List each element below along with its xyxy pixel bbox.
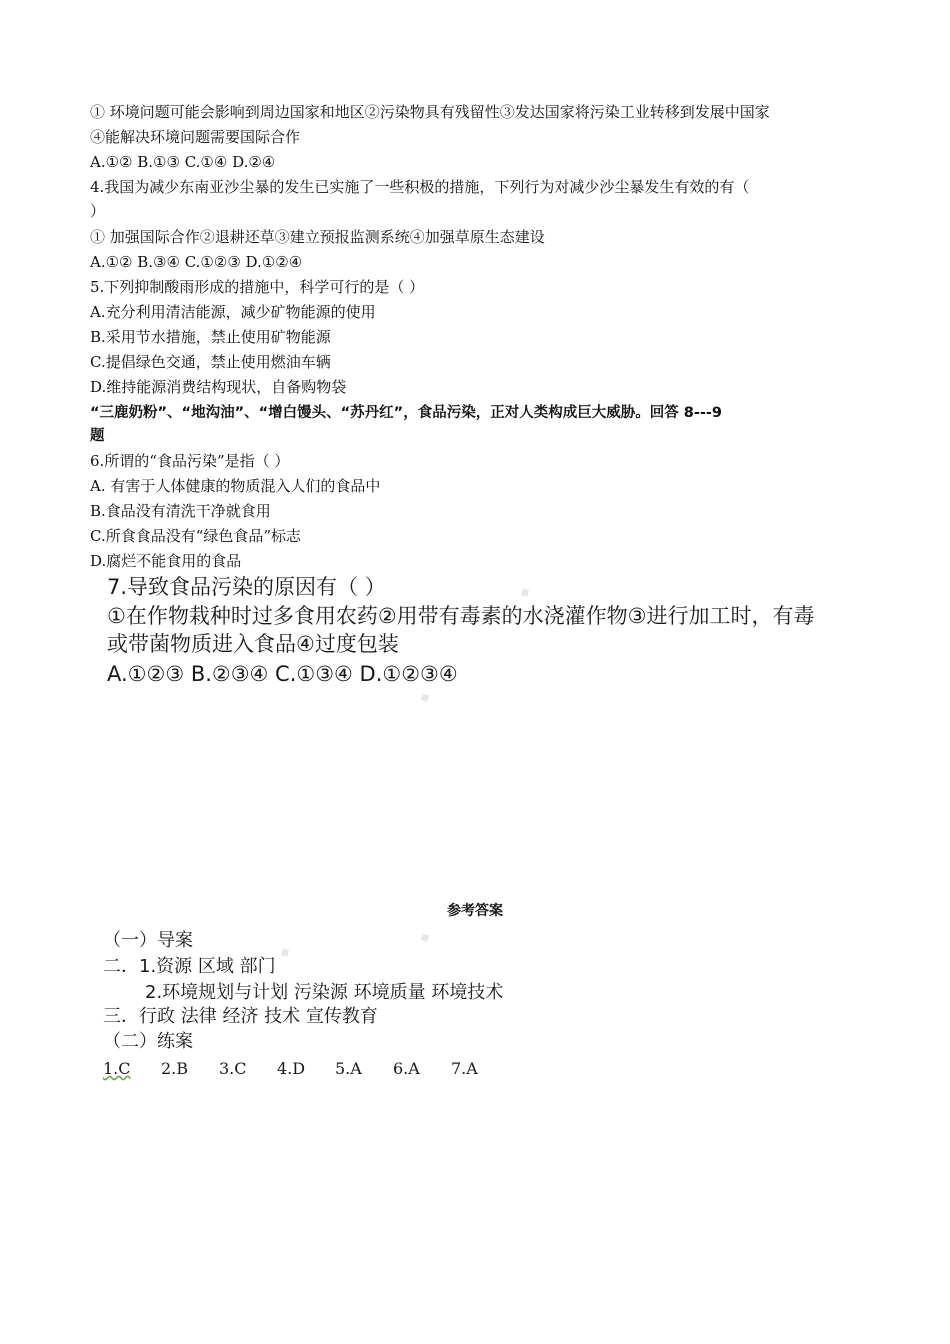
question-5: 5.下列抑制酸雨形成的措施中，科学可行的是（ ）: [90, 278, 425, 296]
option-c: C.提倡绿色交通，禁止使用燃油车辆: [90, 353, 331, 371]
watermark: ◆: [517, 583, 532, 601]
final-answer-item: 7.A: [451, 1059, 478, 1078]
answers-line: 三．行政 法律 经济 技术 宣传教育: [103, 1006, 378, 1027]
text-line: ④能解决环境问题需要国际合作: [90, 128, 301, 146]
final-answer-item: 3.C: [219, 1059, 247, 1078]
option-d: D.腐烂不能食用的食品: [90, 552, 242, 570]
text-line: ① 环境问题可能会影响到周边国家和地区②污染物具有残留性③发达国家将污染工业转移到发展中国家: [90, 103, 770, 121]
option-a: A.充分利用清洁能源，减少矿物能源的使用: [90, 303, 376, 321]
answers-part-1: （一）导案: [103, 930, 193, 951]
text-line: ① 加强国际合作②退耕还草③建立预报监测系统④加强草原生态建设: [90, 228, 545, 246]
final-answer-item: 2.B: [161, 1059, 189, 1078]
options-line: A.①② B.③④ C.①②③ D.①②④: [90, 253, 303, 271]
watermark: ◆: [277, 943, 292, 961]
answers-line: 2.环境规划与计划 污染源 环境质量 环境技术: [145, 982, 504, 1003]
question-6: 6.所谓的“食品污染”是指（ ）: [90, 452, 290, 470]
question-7-text: 或带菌物质进入食品④过度包装: [107, 632, 399, 656]
answers-line: 二．1.资源 区域 部门: [103, 956, 276, 977]
passage-heading-cont: 题: [90, 428, 105, 444]
options-line: A.①② B.①③ C.①④ D.②④: [90, 153, 276, 171]
answers-title: 参考答案: [447, 903, 503, 919]
final-answer-item: 6.A: [393, 1059, 420, 1078]
option-a: A. 有害于人体健康的物质混入人们的食品中: [90, 477, 381, 495]
watermark: ◆: [417, 688, 432, 706]
option-d: D.维持能源消费结构现状，自备购物袋: [90, 378, 347, 396]
passage-heading: “三鹿奶粉”、“地沟油”、“增白馒头、“苏丹红”，食品污染，正对人类构成巨大威胁。回答 8---9: [90, 405, 722, 421]
final-answer-item: 1.C: [103, 1059, 131, 1078]
option-b: B.食品没有清洗干净就食用: [90, 502, 271, 520]
question-7-options: A.①②③ B.②③④ C.①③④ D.①②③④: [107, 662, 458, 686]
answers-part-2: （二）练案: [103, 1031, 193, 1052]
final-answer: [103, 1057, 131, 1081]
final-answer-item: 4.D: [277, 1059, 306, 1078]
question-7: 7.导致食品污染的原因有（ ）: [107, 575, 386, 599]
option-c: C.所食食品没有“绿色食品”标志: [90, 527, 302, 545]
option-b: B.采用节水措施，禁止使用矿物能源: [90, 328, 331, 346]
question-4: 4.我国为减少东南亚沙尘暴的发生已实施了一些积极的措施，下列行为对减少沙尘暴发生有效的有（: [90, 178, 750, 196]
final-answer-item: 5.A: [335, 1059, 362, 1078]
question-7-text: ①在作物栽种时过多食用农药②用带有毒素的水浇灌作物③进行加工时，有毒: [107, 604, 815, 628]
watermark: ◆: [417, 928, 432, 946]
text-line: ）: [90, 202, 106, 220]
